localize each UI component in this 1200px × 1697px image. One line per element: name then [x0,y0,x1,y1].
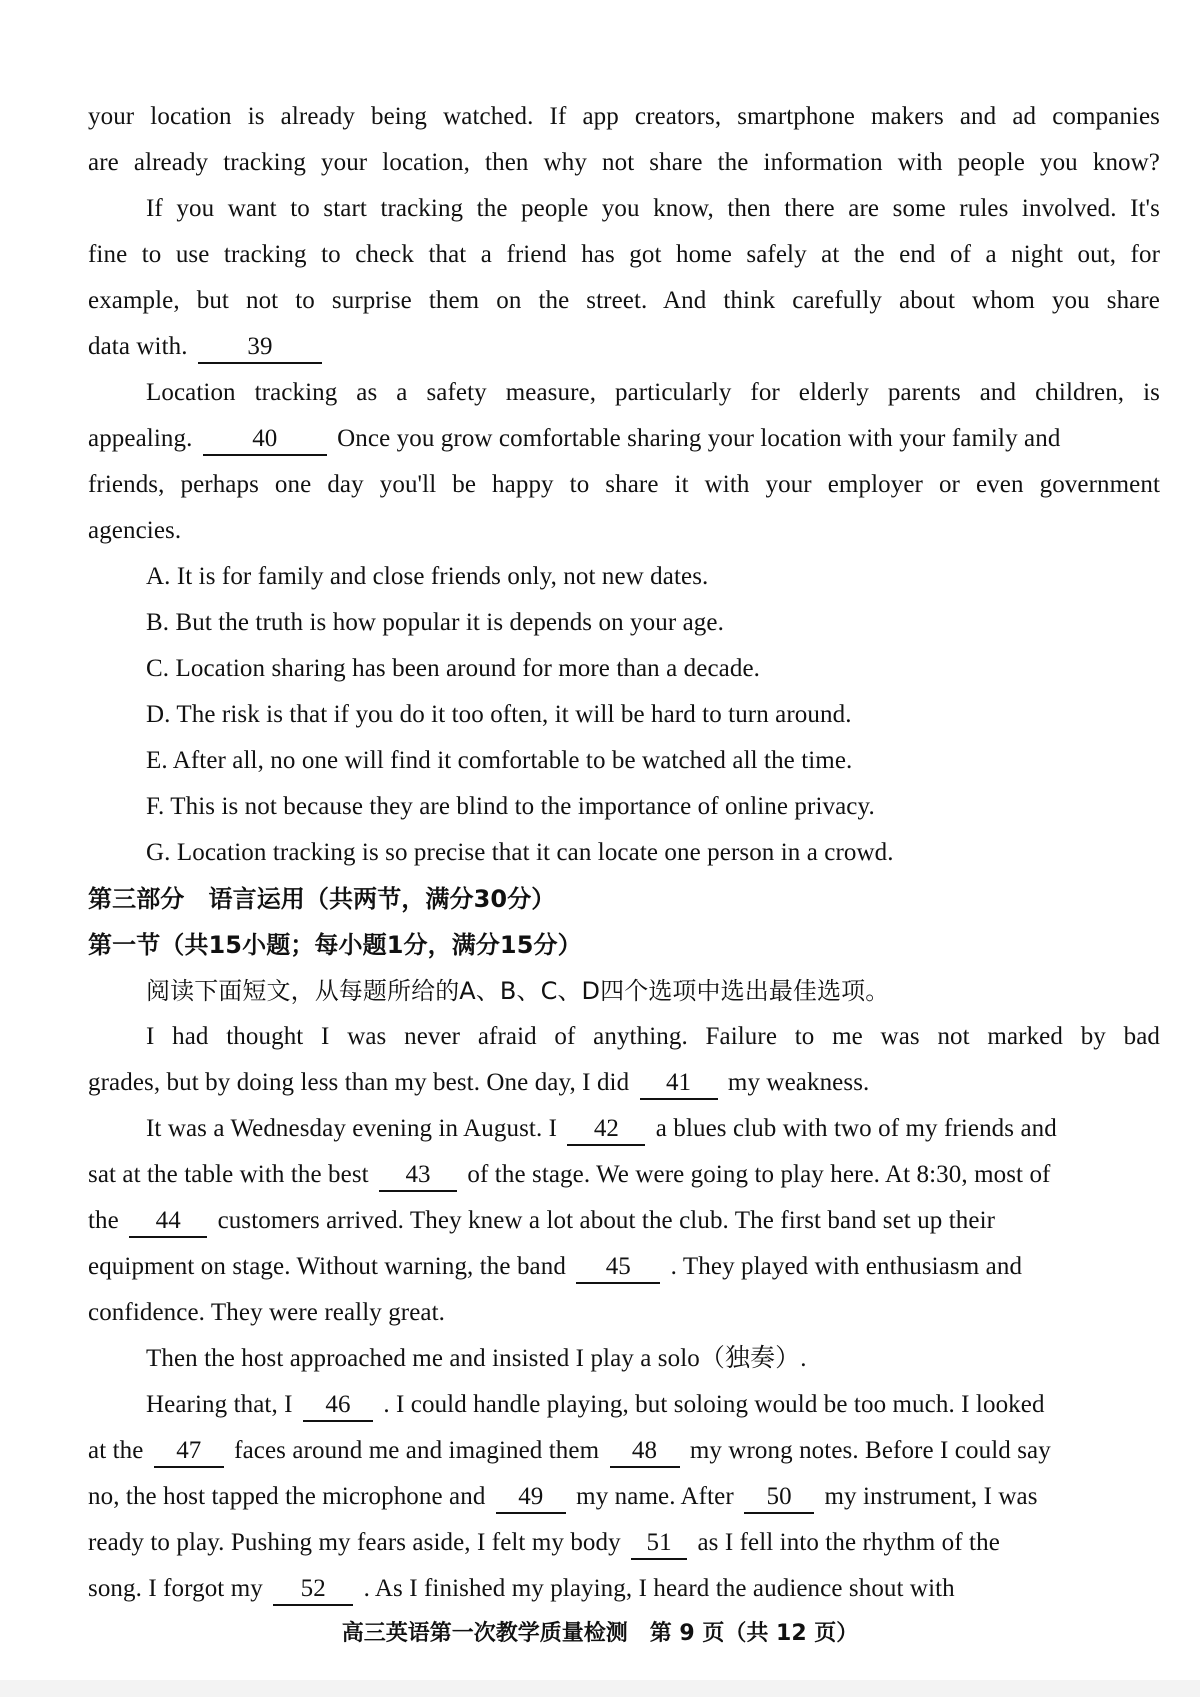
text-segment: . As I finished my playing, I heard the audience shout with [363,1575,955,1602]
story-line [88,1244,1160,1290]
answer-blank-46[interactable]: 46 [303,1390,373,1422]
story-line: confidence. They were really great. [88,1299,446,1326]
story-line [88,1060,1160,1106]
option-g: G. Location tracking is so precise that it can locate one person in a crowd. [146,839,894,866]
text-segment: the [88,1207,119,1234]
passage-line: If you want to start tracking the people you know, then there are some rules involved. It's [146,195,1160,222]
text-segment: . They played with enthusiasm and [670,1253,1023,1280]
option-d: D. The risk is that if you do it too often, it will be hard to turn around. [146,701,852,728]
text-segment: as I fell into the rhythm of the [697,1529,1000,1556]
answer-blank-52[interactable]: 52 [273,1574,353,1606]
passage-line [88,324,1160,370]
passage-line: your location is already being watched. If app creators, smartphone makers and ad companies [88,103,1160,130]
text-segment: sat at the table with the best [88,1161,369,1188]
story-line [88,1428,1160,1474]
story-line [88,1152,1160,1198]
answer-blank-42[interactable]: 42 [567,1114,645,1146]
story-line [88,1106,1160,1152]
text-segment: song. I forgot my [88,1575,263,1602]
section3-heading: 第三部分 语言运用（共两节，满分30分） [88,885,556,913]
text-segment: data with. [88,333,188,360]
option-b: B. But the truth is how popular it is depends on your age. [146,609,724,636]
page-footer: 高三英语第一次教学质量检测 第 9 页（共 12 页） [341,1621,859,1646]
passage-line [88,416,1160,462]
text-segment: appealing. [88,425,193,452]
text-segment: my weakness. [727,1069,870,1096]
answer-blank-50[interactable]: 50 [744,1482,814,1514]
text-segment: at the [88,1437,144,1464]
text-segment: a blues club with two of my friends and [655,1115,1057,1142]
text-segment: my wrong notes. Before I could say [689,1437,1051,1464]
text-segment: my name. After [576,1483,734,1510]
option-e: E. After all, no one will find it comfortable to be watched all the time. [146,747,853,774]
story-line [88,1474,1160,1520]
answer-blank-51[interactable]: 51 [631,1528,687,1560]
answer-blank-49[interactable]: 49 [496,1482,566,1514]
answer-blank-39[interactable]: 39 [198,332,322,364]
text-segment: faces around me and imagined them [234,1437,600,1464]
story-line [88,1382,1160,1428]
text-segment: Hearing that, I [146,1391,293,1418]
answer-blank-44[interactable]: 44 [129,1206,207,1238]
option-a: A. It is for family and close friends only, not new dates. [146,563,709,590]
answer-blank-40[interactable]: 40 [203,424,327,456]
text-segment: grades, but by doing less than my best. One day, I did [88,1069,630,1096]
passage-line: fine to use tracking to check that a friend has got home safely at the end of a night out, for [88,241,1160,268]
answer-blank-43[interactable]: 43 [379,1160,457,1192]
option-f: F. This is not because they are blind to the importance of online privacy. [146,793,875,820]
text-segment: no, the host tapped the microphone and [88,1483,486,1510]
story-line [88,1198,1160,1244]
section1-heading: 第一节（共15小题；每小题1分，满分15分） [88,931,582,959]
text-segment: It was a Wednesday evening in August. I [146,1115,558,1142]
text-segment: . I could handle playing, but soloing would be too much. I looked [383,1391,1045,1418]
story-line: Then the host approached me and insisted I play a solo（独奏）. [146,1345,807,1372]
answer-blank-41[interactable]: 41 [640,1068,718,1100]
passage-line: friends, perhaps one day you'll be happy to share it with your employer or even government [88,471,1160,498]
instruction-text: 阅读下面短文，从每题所给的A、B、C、D四个选项中选出最佳选项。 [146,977,890,1005]
passage-line: Location tracking as a safety measure, particularly for elderly parents and children, is [146,379,1160,406]
answer-blank-48[interactable]: 48 [610,1436,680,1468]
text-segment: my instrument, I was [824,1483,1038,1510]
passage-line: are already tracking your location, then why not share the information with people you know? [88,149,1160,176]
text-segment: ready to play. Pushing my fears aside, I felt my body [88,1529,621,1556]
passage-line: example, but not to surprise them on the street. And think carefully about whom you share [88,287,1160,314]
text-segment: Once you grow comfortable sharing your location with your family and [337,425,1061,452]
story-line [88,1566,1160,1612]
answer-blank-45[interactable]: 45 [576,1252,660,1284]
story-line [88,1520,1160,1566]
exam-page [88,94,1160,1612]
text-segment: equipment on stage. Without warning, the band [88,1253,566,1280]
passage-line: agencies. [88,517,182,544]
story-line: I had thought I was never afraid of anything. Failure to me was not marked by bad [146,1023,1160,1050]
option-c: C. Location sharing has been around for more than a decade. [146,655,761,682]
answer-blank-47[interactable]: 47 [154,1436,224,1468]
scan-edge-shading [0,1680,1200,1697]
text-segment: of the stage. We were going to play here. At 8:30, most of [467,1161,1051,1188]
text-segment: customers arrived. They knew a lot about the club. The first band set up their [217,1207,996,1234]
